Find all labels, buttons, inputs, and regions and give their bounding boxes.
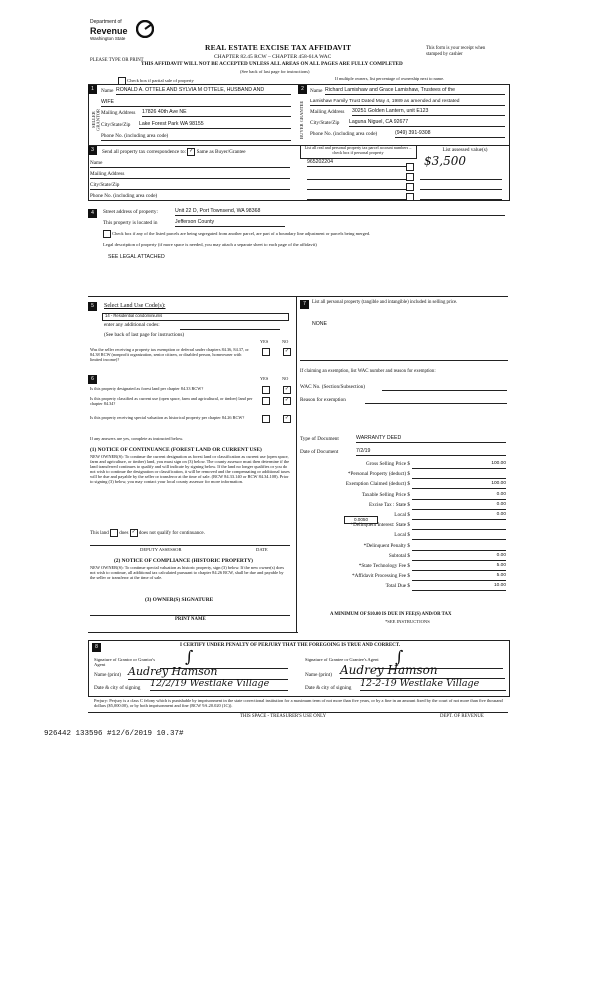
seller-label: SELLER GRANTOR [91, 108, 101, 132]
grantee-name-label: Name (print) [305, 672, 332, 678]
section-5-number: 5 [88, 302, 97, 311]
tax-line-label: Subtotal $ [388, 552, 410, 559]
street-label: Street address of property: [103, 209, 158, 215]
perjury: Perjury: Perjury is a class C felony which is punishable by imprisonment in the state correctional institution for a maximum term of not more than five years, or by a fine in an amount fixed by the court of not more than five thousand dollars ($5,000.00), or by both imprisonment and fine (RCW 9A.20.020 (1C)). [94, 698, 503, 709]
s3-phone-label: Phone No. (including area code) [90, 194, 290, 201]
section-2-number: 2 [298, 85, 307, 94]
s5-question: Was the seller receiving a property tax exemption or deferral under chapters 84.36, 84.37, or 84.38 RCW (nonprofit organization, senior citizen, or disabled person, homeowner with limited income)? [90, 347, 249, 362]
s6-q2-yes[interactable] [262, 397, 270, 405]
tax-line-label: *Affidavit Processing Fee $ [352, 573, 410, 580]
seller-address-label: Mailing Address [101, 110, 136, 116]
reason-label: Reason for exemption [300, 397, 346, 403]
grantee-date-label: Date & city of signing [305, 685, 352, 691]
agency-line1: Department of [90, 19, 122, 25]
deputy-date-label: DATE [256, 547, 268, 552]
s5-q1-yes[interactable] [262, 348, 270, 356]
assessed-line-3[interactable] [420, 184, 502, 190]
tax-line-label: Taxable Selling Price $ [361, 491, 410, 498]
wac-field[interactable] [382, 384, 507, 391]
land-use-code[interactable]: 14 - Residential condominiums [102, 313, 289, 321]
s6-if-any: If any answers are yes, complete as instructed below. [90, 436, 184, 441]
personal-property-label: List all personal property (tangible and intangible) included in selling price. [312, 300, 458, 305]
seller-city-label: City/State/Zip [101, 122, 131, 128]
doc-type[interactable]: WARRANTY DEED [356, 436, 506, 443]
assessed-line-4[interactable] [420, 194, 502, 200]
tax-line-label: *Personal Property (deduct) $ [347, 471, 410, 478]
n1-body: NEW OWNER(S): To continue the current designation as forest land or classification as current use (open space, farm and agriculture, or timber) land, you must sign on (3) below. The county assessor must then determine if the land transferred continues to qualify and will indicate by signing below. If the land no longer qualifies or you do not wish to continue the designation or classification, it will be removed and the compensating or additional taxes will be due and payable by the seller or transferor at the time of sale. (RCW 84.33.140 or RCW 84.34.108). Prior to signing (3) below, you may contact your local county assessor for more information. [90, 454, 290, 485]
tax-line-label: Local $ [394, 532, 410, 539]
parcel-2-checkbox[interactable] [406, 173, 414, 181]
does-not-checkbox[interactable]: ✓ [131, 530, 136, 535]
tax-line-value[interactable]: 5.00 [412, 573, 506, 581]
revenue-logo-icon [136, 20, 154, 38]
county[interactable]: Jefferson County [175, 220, 285, 227]
section-divider-vertical [296, 297, 297, 633]
s6-yes-header: YES [260, 376, 269, 381]
s6-q1-yes[interactable] [262, 386, 270, 394]
reason-field[interactable] [365, 397, 507, 404]
tax-line-label: Total Due $ [385, 583, 410, 590]
tax-line-value[interactable] [412, 522, 506, 530]
seller-address[interactable]: 17826 40th Ave NE [142, 110, 291, 117]
segregated-checkbox[interactable] [103, 230, 111, 238]
section-1-number: 1 [88, 85, 97, 94]
parcel-3-checkbox[interactable] [406, 183, 414, 191]
type-or-print: PLEASE TYPE OR PRINT [90, 58, 144, 63]
does-checkbox[interactable] [110, 529, 118, 537]
additional-codes-field[interactable] [180, 323, 280, 330]
buyer-name2[interactable]: Lamishaw Family Trust Dated May 4, 1989 as amended and restated [310, 99, 505, 106]
exemption-label: If claiming an exemption, list WAC number and reason for exemption: [300, 369, 436, 374]
s6-q1: Is this property designated as forest land per chapter 84.33 RCW? [90, 386, 204, 391]
section-4-number: 4 [88, 209, 97, 218]
street-address[interactable]: Unit 22 D, Port Townsend, WA 98368 [175, 209, 505, 216]
section-4-divider [88, 296, 508, 297]
grantor-date-label: Date & city of signing [94, 685, 141, 691]
tax-line-value[interactable] [412, 471, 506, 479]
buyer-name[interactable]: Richard Lamishaw and Grace Lamishaw, Trustees of the [325, 88, 505, 95]
n2-title: (2) NOTICE OF COMPLIANCE (HISTORIC PROPERTY) [114, 558, 253, 564]
tax-line-label: *State Technology Fee $ [358, 563, 410, 569]
tax-line [300, 480, 510, 490]
page-title: REAL ESTATE EXCISE TAX AFFIDAVIT [205, 43, 352, 52]
local-rate-box[interactable]: 0.0050 [344, 516, 378, 524]
tax-line [300, 582, 510, 592]
tax-line [300, 531, 510, 541]
personal-property-line [300, 360, 508, 361]
tax-line-value[interactable]: 0.00 [412, 492, 506, 500]
seller-name[interactable]: RONALD A. OTTELE AND SYLVIA M OTTELE, HUSBAND AND [116, 88, 291, 95]
treasurer-label: THIS SPACE - TREASURER'S USE ONLY [240, 714, 327, 719]
buyer-city-label: City/State/Zip [310, 120, 340, 126]
seller-phone-label: Phone No. (including area code) [101, 134, 291, 141]
buyer-address[interactable]: 30251 Golden Lantern, unit E123 [352, 109, 505, 116]
send-to [102, 148, 246, 156]
tax-lines [300, 460, 510, 600]
this-land [90, 529, 205, 537]
tax-line-label: Excise Tax : State $ [368, 501, 410, 508]
s6-q3: Is this property receiving special valuation as historical property per chapter 84.26 RCW? [90, 415, 245, 420]
tax-line-label: Exemption Claimed (deduct) $ [345, 481, 410, 488]
legal-label: Legal description of property (if more space is needed, you may attach a separate sheet to each page of the affidavit) [103, 242, 317, 247]
s5-yes-header: YES [260, 339, 269, 344]
seller-city[interactable]: Lake Forest Park WA 98155 [139, 122, 291, 129]
seller-name-label: Name [101, 88, 114, 94]
print-name-line [90, 615, 290, 616]
recording-stamp: 926442 133596 #12/6/2019 10.37# [44, 730, 184, 738]
tax-line-value[interactable]: 100.00 [412, 461, 506, 469]
receipt-note: This form is your receipt when stamped by cashier [426, 46, 486, 57]
s6-q2: Is this property classified as current use (open space, farm and agricultural, or timber) land per chapter 84.34? [90, 396, 253, 406]
buyer-phone-label: Phone No. (including area code) [310, 131, 378, 137]
land-use-title: Select Land Use Code(s): [104, 303, 166, 309]
grantee-date[interactable]: 12-2-19 Westlake Village [360, 679, 506, 691]
n3-title: (3) OWNER(S) SIGNATURE [145, 597, 214, 603]
see-instructions: *SEE INSTRUCTIONS [385, 619, 430, 624]
section-8-number: 8 [92, 643, 101, 652]
parcel-line-4[interactable] [307, 194, 407, 200]
tax-line-label: *Delinquent Interest: State $ [350, 522, 410, 529]
s6-no-header: NO [282, 376, 289, 381]
chapter: CHAPTER 82.45 RCW – CHAPTER 458-61A WAC [214, 54, 332, 60]
tax-line-label: Gross Selling Price $ [366, 461, 410, 467]
print-name-label: PRINT NAME [175, 617, 206, 622]
s6-q2-no[interactable]: ✓ [284, 398, 290, 403]
buyer-name-label: Name [310, 88, 323, 94]
n1-title: (1) NOTICE OF CONTINUANCE (FOREST LAND OR CURRENT USE) [90, 447, 262, 453]
tax-line-value[interactable]: 10.00 [412, 583, 506, 591]
tax-line-label: Local $ [394, 512, 410, 518]
tax-line-value[interactable]: 0.00 [412, 502, 506, 510]
segregated [103, 230, 370, 238]
assessed-value[interactable]: $3,500 [424, 154, 466, 168]
warning: THIS AFFIDAVIT WILL NOT BE ACCEPTED UNLESS ALL AREAS ON ALL PAGES ARE FULLY COMPLETED [141, 61, 403, 67]
grantee-sig-label: Signature of Grantee or Grantee's Agent [305, 657, 379, 662]
tax-line [300, 542, 510, 552]
buyer-city[interactable]: Laguna Niguel, CA 92677 [349, 120, 505, 127]
tax-line [300, 470, 510, 480]
partial-sale-label: Check box if partial sale of property [127, 78, 194, 84]
parcel-header: List all real and personal property tax parcel account numbers – check box if personal property [304, 145, 412, 155]
parcel-4-checkbox[interactable] [406, 193, 414, 201]
buyer-phone[interactable]: (949) 391-9308 [395, 131, 505, 138]
sections-5-6-bottom [88, 632, 298, 633]
grantor-sig-label: Signature of Grantor or Grantor's Agent [94, 657, 156, 668]
grantor-name-label: Name (print) [94, 672, 121, 678]
personal-property[interactable]: NONE [312, 321, 327, 327]
grantee-signature[interactable]: ∫ [395, 647, 404, 666]
deputy-sig-line [90, 545, 290, 546]
same-as-buyer-label: Same as Buyer/Grantee [196, 149, 246, 156]
s5-see-back: (See back of last page for instructions) [104, 332, 185, 338]
parcel-number[interactable]: 965202204 [307, 160, 407, 167]
doc-date-label: Date of Document [300, 449, 339, 455]
does-label: does [119, 531, 129, 537]
segregated-label: Check box if any of the listed parcels are being segregated from another parcel, are part of a boundary line adjustment or parcels being merged. [112, 231, 371, 237]
agency-line2: Revenue [90, 25, 128, 36]
tax-line [300, 491, 510, 501]
qualify-label: qualify for continuance. [156, 531, 205, 537]
buyer-label: BUYER GRANTEE [299, 100, 304, 140]
s5-no-header: NO [282, 339, 289, 344]
multiple-owners: If multiple owners, list percentage of ownership next to name. [335, 76, 445, 81]
parcel-line-2[interactable] [307, 174, 407, 180]
tax-line [300, 460, 510, 470]
same-as-buyer-checkbox[interactable]: ✓ [189, 149, 194, 154]
n2-body: NEW OWNER(S): To continue special valuation as historic property, sign (3) below. If the new owner(s) does not wish to continue, all additional tax calculated pursuant to chapter 84.26 RCW, shall be due and payable by the seller or transferor at the time of sale. [90, 565, 285, 581]
tax-line-value[interactable]: 0.00 [412, 553, 506, 561]
s5-q1-no[interactable]: ✓ [284, 349, 290, 354]
tax-line [300, 562, 510, 572]
tax-line-value[interactable]: 100.00 [412, 481, 506, 489]
tax-line-value[interactable]: 5.00 [412, 563, 506, 571]
section-6-number: 6 [88, 375, 97, 384]
parcel-1-checkbox[interactable] [406, 163, 414, 171]
tax-line-value[interactable] [412, 532, 506, 540]
tax-line-value[interactable]: 0.00 [412, 512, 506, 520]
section-7-number: 7 [300, 300, 309, 309]
seller-name2[interactable]: WIFE [101, 100, 291, 107]
additional-codes-label: enter any additional codes: [104, 322, 160, 328]
tax-line-value[interactable] [412, 543, 506, 551]
s6-q1-no[interactable]: ✓ [284, 387, 290, 392]
this-land-label: This land [90, 531, 109, 537]
does-not-label: does not [138, 531, 156, 537]
legal-description[interactable]: SEE LEGAL ATTACHED [108, 254, 165, 260]
see-back: (See back of last page for instructions) [240, 69, 310, 74]
revenue-logo [90, 20, 160, 50]
section-3-number: 3 [88, 146, 97, 155]
grantee-name[interactable]: Audrey Hamson [340, 664, 505, 679]
tax-line [300, 552, 510, 562]
assessed-line-2[interactable] [420, 174, 502, 180]
deputy-label: DEPUTY ASSESSOR [140, 547, 182, 552]
s3-city-label: City/State/Zip [90, 183, 290, 190]
minimum-due: A MINIMUM OF $10.00 IS DUE IN FEE(S) AND/OR TAX [330, 612, 452, 617]
agency-line3: Washington State [90, 36, 126, 42]
tax-line [300, 521, 510, 531]
s6-q3-yes[interactable] [262, 415, 270, 423]
grantor-signature[interactable]: ∫ [185, 647, 194, 666]
tax-line [300, 501, 510, 511]
wac-label: WAC No. (Section/Subsection) [300, 384, 365, 390]
parcel-line-3[interactable] [307, 184, 407, 190]
doc-date[interactable]: 7/2/19 [356, 449, 506, 456]
assessed-header: List assessed value(s) [442, 147, 488, 153]
s3-name-label: Name [90, 161, 290, 168]
buyer-address-label: Mailing Address [310, 109, 345, 115]
s3-address-label: Mailing Address [90, 172, 290, 179]
county-label: This property is located in [103, 220, 158, 226]
certify: I CERTIFY UNDER PENALTY OF PERJURY THAT THE FOREGOING IS TRUE AND CORRECT. [180, 643, 401, 648]
dept-label: DEPT. OF REVENUE [440, 714, 484, 719]
tax-line-label: *Delinquent Penalty $ [363, 542, 410, 549]
treasurer-line [88, 712, 508, 713]
send-to-label: Send all property tax correspondence to: [102, 149, 186, 156]
grantor-name[interactable]: Audrey Hamson [128, 666, 288, 680]
s6-q3-no[interactable]: ✓ [284, 416, 290, 421]
tax-line [300, 572, 510, 582]
doc-type-label: Type of Document [300, 436, 339, 442]
grantor-date[interactable]: 12/2/19 Westlake Village [150, 679, 288, 691]
tax-line [300, 511, 510, 521]
